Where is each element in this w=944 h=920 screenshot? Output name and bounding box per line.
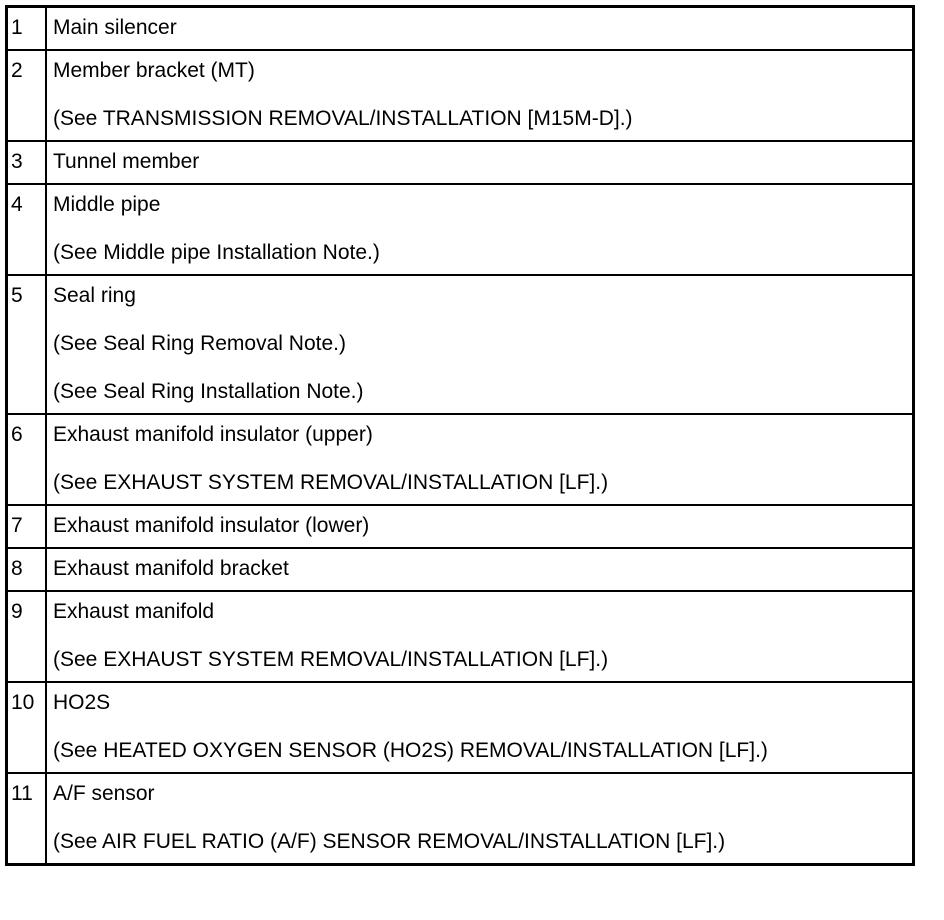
item-number-cell xyxy=(8,50,46,141)
component-table-frame xyxy=(5,5,915,866)
item-name: Member bracket (MT) xyxy=(53,59,255,82)
table-row xyxy=(8,184,912,275)
item-description-cell xyxy=(46,505,912,548)
item-description-cell xyxy=(46,414,912,505)
item-reference-note: (See Seal Ring Installation Note.) xyxy=(53,380,364,403)
table-row xyxy=(8,773,912,863)
item-number-cell xyxy=(8,275,46,414)
item-number: 11 xyxy=(11,782,33,805)
item-name: Exhaust manifold xyxy=(53,600,215,623)
table-row xyxy=(8,8,912,50)
item-number-cell xyxy=(8,773,46,863)
table-row xyxy=(8,682,912,773)
item-number-cell xyxy=(8,591,46,682)
item-number: 5 xyxy=(11,284,23,307)
item-reference-note: (See Middle pipe Installation Note.) xyxy=(53,241,380,264)
item-number: 4 xyxy=(11,193,23,216)
table-row xyxy=(8,141,912,184)
item-description-cell xyxy=(46,8,912,50)
item-description-cell xyxy=(46,141,912,184)
table-row xyxy=(8,414,912,505)
item-number-cell xyxy=(8,414,46,505)
item-name: Exhaust manifold insulator (lower) xyxy=(53,514,370,537)
item-number: 8 xyxy=(11,557,23,580)
item-number: 7 xyxy=(11,514,23,537)
item-name: HO2S xyxy=(53,691,111,714)
item-number-cell xyxy=(8,505,46,548)
table-row xyxy=(8,275,912,414)
item-number-cell xyxy=(8,8,46,50)
table-row xyxy=(8,548,912,591)
item-description-cell xyxy=(46,682,912,773)
item-number: 9 xyxy=(11,600,23,623)
component-table xyxy=(8,8,912,863)
item-description-cell xyxy=(46,773,912,863)
item-number: 2 xyxy=(11,59,23,82)
item-reference-note: (See Seal Ring Removal Note.) xyxy=(53,332,346,355)
item-reference-note: (See HEATED OXYGEN SENSOR (HO2S) REMOVAL/INSTALLATION [LF].) xyxy=(53,739,768,762)
table-row xyxy=(8,505,912,548)
item-name: Tunnel member xyxy=(53,150,200,173)
item-reference-note: (See AIR FUEL RATIO (A/F) SENSOR REMOVAL/INSTALLATION [LF].) xyxy=(53,830,726,853)
item-name: Main silencer xyxy=(53,16,177,39)
item-reference-note: (See EXHAUST SYSTEM REMOVAL/INSTALLATION [LF].) xyxy=(53,471,609,494)
item-reference-note: (See EXHAUST SYSTEM REMOVAL/INSTALLATION [LF].) xyxy=(53,648,609,671)
item-name: A/F sensor xyxy=(53,782,155,805)
item-reference-note: (See TRANSMISSION REMOVAL/INSTALLATION [M15M-D].) xyxy=(53,107,633,130)
item-number: 1 xyxy=(11,16,23,39)
item-description-cell xyxy=(46,184,912,275)
table-row xyxy=(8,591,912,682)
item-description-cell xyxy=(46,548,912,591)
item-name: Seal ring xyxy=(53,284,136,307)
item-name: Exhaust manifold bracket xyxy=(53,557,289,580)
item-number-cell xyxy=(8,682,46,773)
item-description-cell xyxy=(46,275,912,414)
item-number: 6 xyxy=(11,423,23,446)
item-description-cell xyxy=(46,50,912,141)
item-name: Exhaust manifold insulator (upper) xyxy=(53,423,373,446)
table-row xyxy=(8,50,912,141)
item-number-cell xyxy=(8,184,46,275)
item-name: Middle pipe xyxy=(53,193,161,216)
item-number: 10 xyxy=(11,691,35,714)
item-description-cell xyxy=(46,591,912,682)
item-number-cell xyxy=(8,548,46,591)
item-number-cell xyxy=(8,141,46,184)
item-number: 3 xyxy=(11,150,23,173)
